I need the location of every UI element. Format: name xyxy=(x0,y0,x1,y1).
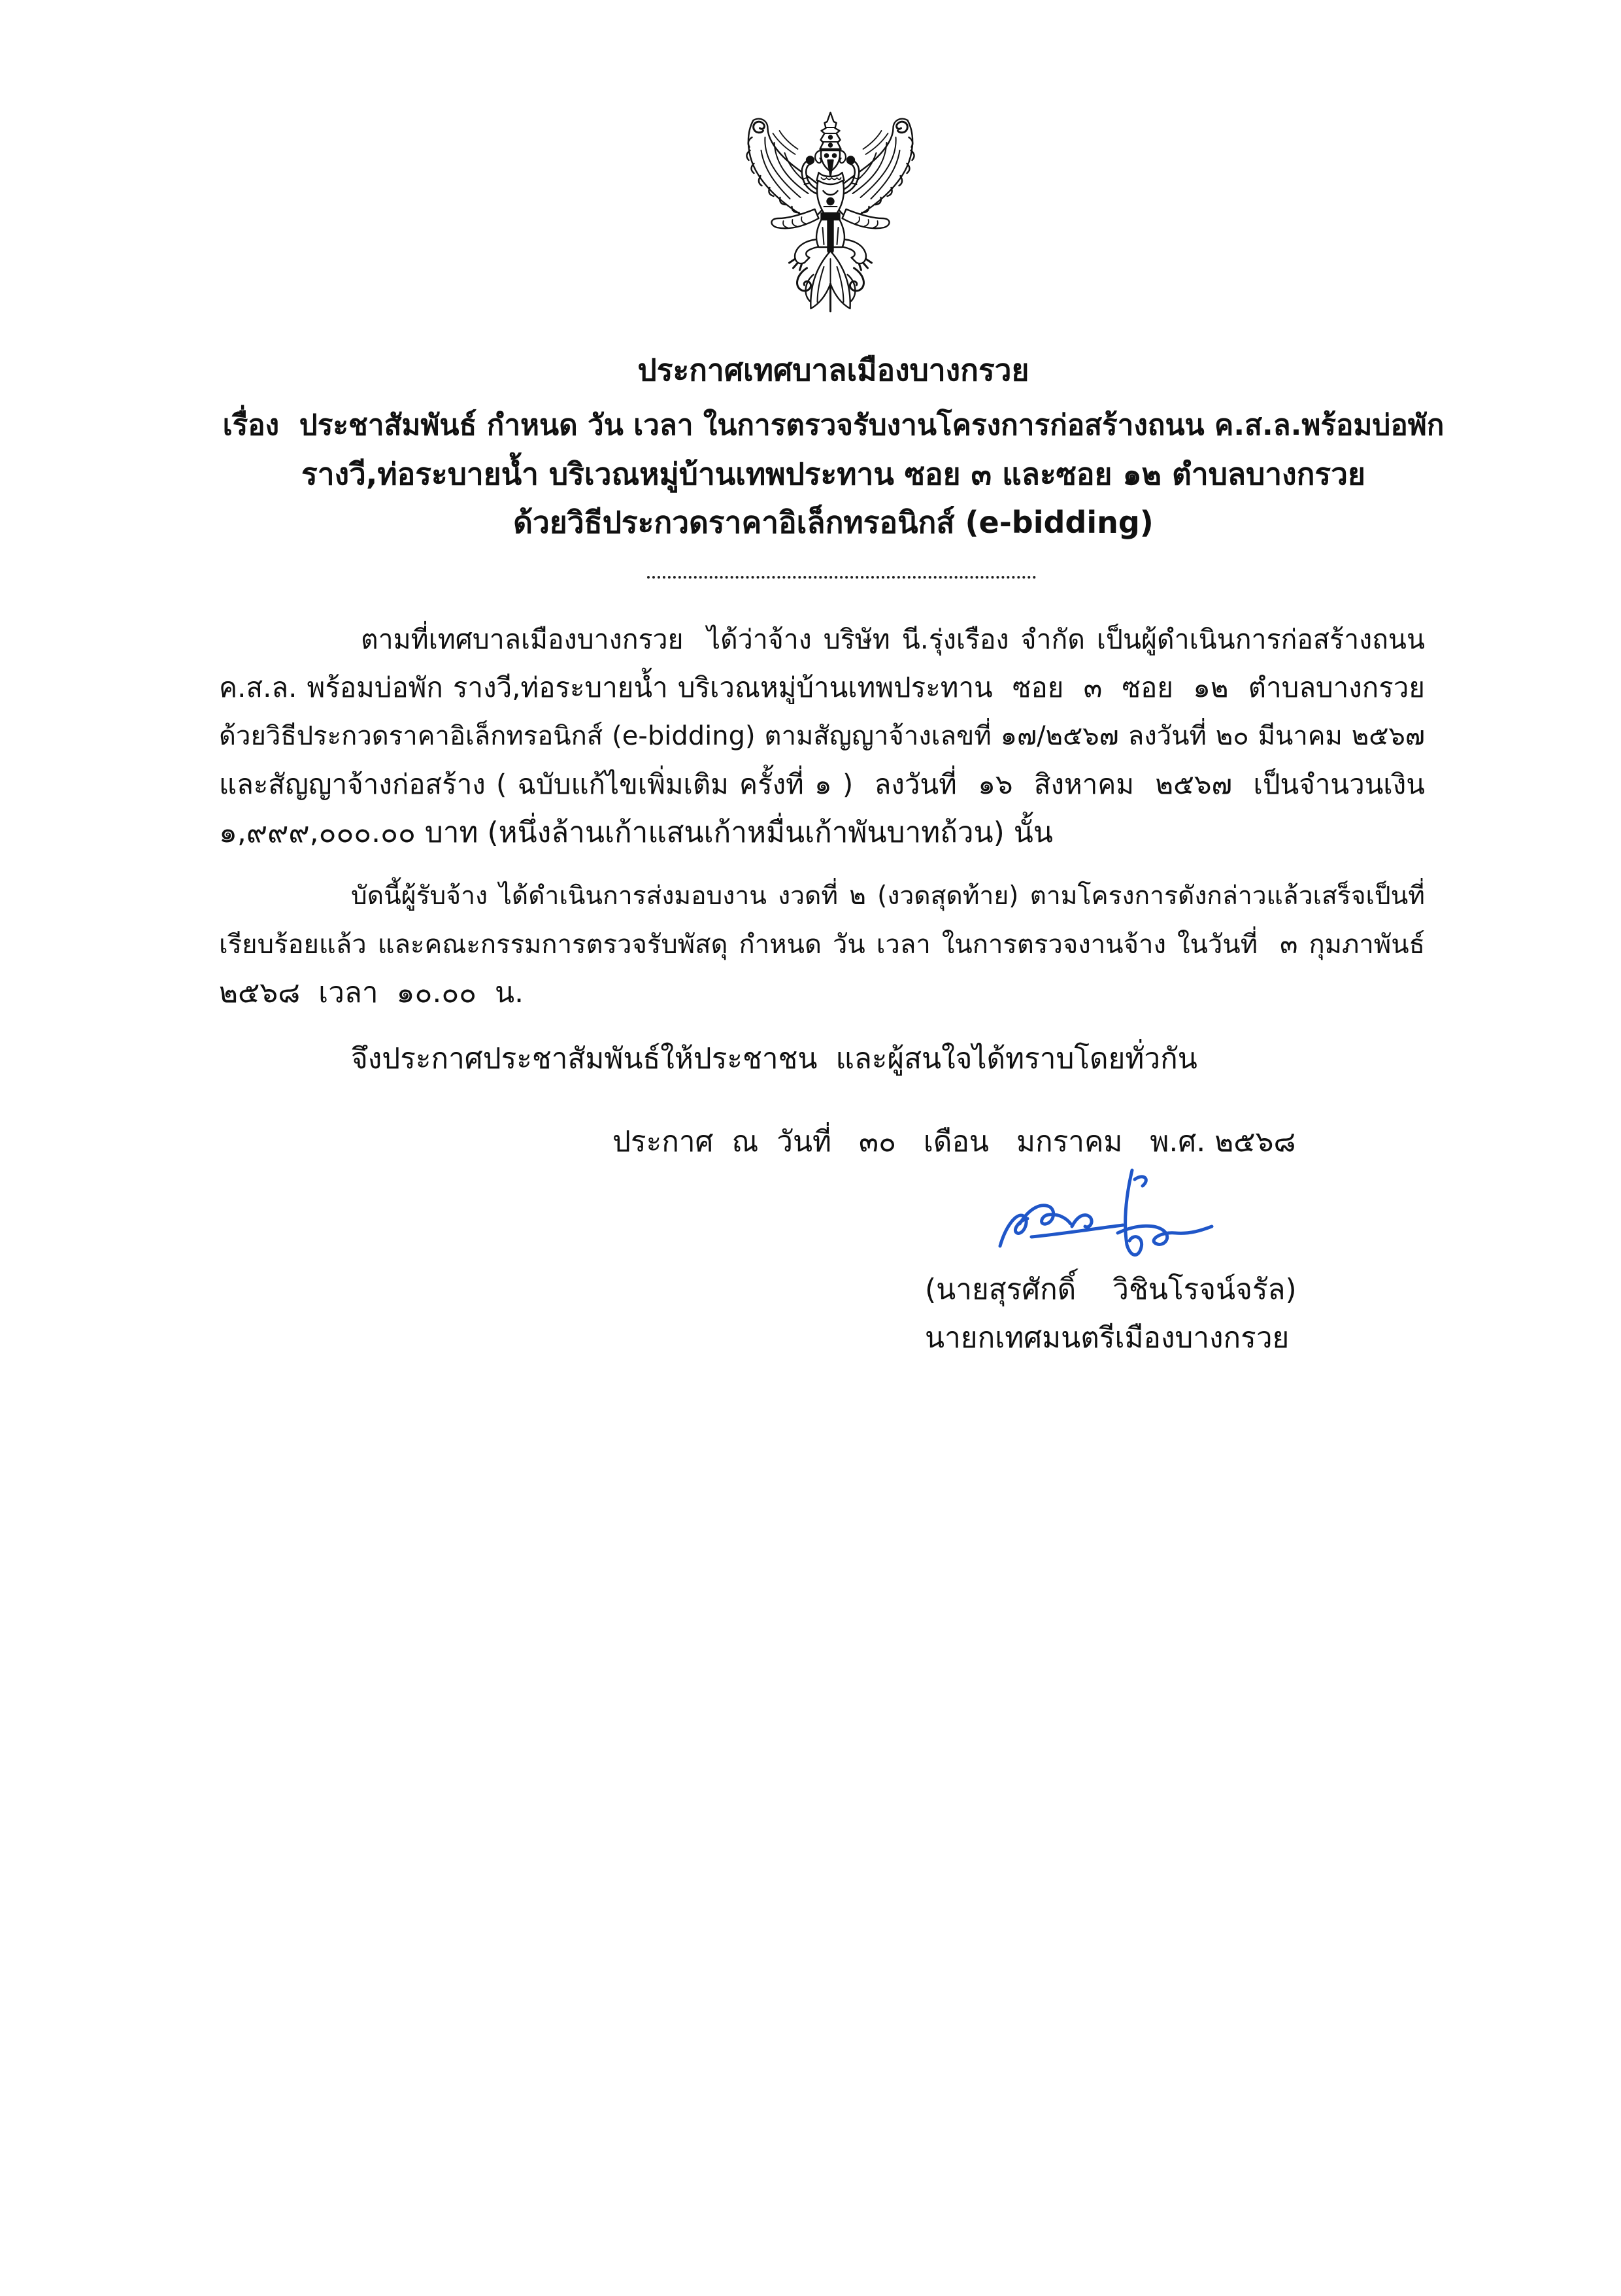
signer-name: (นายสุรศักดิ์ วิชินโรจน์จรัล) xyxy=(925,1273,1297,1306)
paragraph-line: ๑,๙๙๙,๐๐๐.๐๐ บาท (หนึ่งล้านเก้าแสนเก้าหมื่นเก้าพันบาทถ้วน) นั้น xyxy=(219,816,1053,849)
paragraph-line: บัดนี้ผู้รับจ้าง ได้ดำเนินการส่งมอบงาน งวดที่ ๒ (งวดสุดท้าย) ตามโครงการดังกล่าวแล้วเสร็จเป็นที่ xyxy=(351,881,1425,911)
announcement-date: ประกาศ ณ วันที่ ๓๐ เดือน มกราคม พ.ศ. ๒๕๖๘ xyxy=(612,1125,1296,1158)
signer-position: นายกเทศมนตรีเมืองบางกรวย xyxy=(925,1321,1290,1355)
paragraph-line: จึงประกาศประชาสัมพันธ์ให้ประชาชน และผู้สนใจได้ทราบโดยทั่วกัน xyxy=(351,1042,1197,1075)
garuda-right-half xyxy=(839,119,914,302)
dotted-separator xyxy=(647,576,1036,579)
subject-line: เรื่อง ประชาสัมพันธ์ กำหนด วัน เวลา ในการตรวจรับงานโครงการก่อสร้างถนน ค.ส.ล.พร้อมบ่อพัก xyxy=(222,409,1445,442)
signer-block xyxy=(925,1266,1513,1362)
paragraph-closing xyxy=(219,1035,1425,1083)
paragraph-line: ๒๕๖๘ เวลา ๑๐.๐๐ น. xyxy=(219,976,524,1009)
handwritten-signature xyxy=(994,1160,1216,1263)
paragraph-contract-details xyxy=(219,615,1425,857)
subject-line-method: ด้วยวิธีประกวดราคาอิเล็กทรอนิกส์ (e-bidding) xyxy=(513,505,1154,540)
announcement-heading xyxy=(219,346,1448,547)
paragraph-line: ด้วยวิธีประกวดราคาอิเล็กทรอนิกส์ (e-bidding) ตามสัญญาจ้างเลขที่ ๑๗/๒๕๖๗ ลงวันที่ ๒๐ มีนาคม ๒๕๖๗ xyxy=(219,721,1425,751)
announcement-content xyxy=(0,346,1621,1362)
paragraph-line: ตามที่เทศบาลเมืองบางกรวย ได้ว่าจ้าง บริษัท นี.รุ่งเรือง จำกัด เป็นผู้ดำเนินการก่อสร้างถนน xyxy=(361,624,1425,655)
paragraph-inspection-schedule xyxy=(219,872,1425,1017)
paragraph-line: และสัญญาจ้างก่อสร้าง ( ฉบับแก้ไขเพิ่มเติม ครั้งที่ ๑ ) ลงวันที่ ๑๖ สิงหาคม ๒๕๖๗ เป็นจำนวนเงิน xyxy=(219,768,1425,800)
paragraph-line: ค.ส.ล. พร้อมบ่อพัก รางวี,ท่อระบายน้ำ บริเวณหมู่บ้านเทพประทาน ซอย ๓ ซอย ๑๒ ตำบลบางกรวย xyxy=(219,671,1425,703)
garuda-left-half xyxy=(746,119,822,302)
garuda-emblem xyxy=(731,111,930,315)
signature-area xyxy=(0,1160,1621,1258)
subject-line-continued: รางวี,ท่อระบายน้ำ บริเวณหมู่บ้านเทพประทาน ซอย ๓ และซอย ๑๒ ตำบลบางกรวย xyxy=(301,456,1365,492)
paragraph-line: เรียบร้อยแล้ว และคณะกรรมการตรวจรับพัสดุ กำหนด วัน เวลา ในการตรวจงานจ้าง ในวันที่ ๓ กุมภาพันธ์ xyxy=(219,930,1425,960)
announcement-title: ประกาศเทศบาลเมืองบางกรวย xyxy=(637,352,1029,388)
